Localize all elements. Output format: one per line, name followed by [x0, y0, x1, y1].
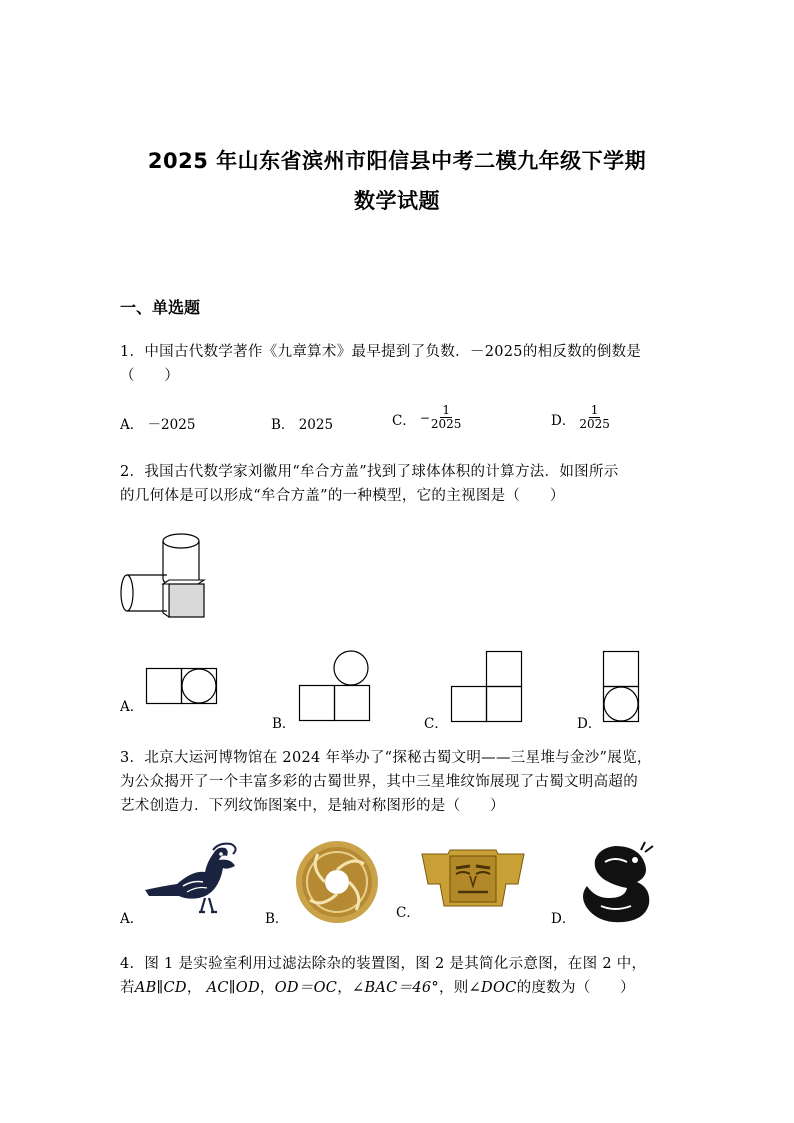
- condition-od-equals-oc: OD＝OC: [274, 980, 338, 996]
- condition-parallel-ab-cd: AB∥CD: [134, 980, 187, 996]
- page-title-line2: 数学试题: [354, 189, 440, 213]
- q3-option-b-sun-bird-pattern-image[interactable]: [292, 840, 384, 924]
- q3-option-a-bird-pattern-image[interactable]: [143, 840, 243, 918]
- separator: ，: [186, 980, 202, 996]
- q1-option-c-numerator: 1: [442, 403, 450, 417]
- question-2: [120, 460, 680, 508]
- q2-option-d-figure[interactable]: [603, 651, 640, 723]
- q1-option-d[interactable]: [551, 404, 610, 429]
- q1-option-b-text: 2025: [298, 417, 334, 433]
- q2-option-a-figure[interactable]: [146, 668, 218, 704]
- question-4-suffix: 的度数为（ ）: [516, 980, 635, 996]
- question-4-prefix: 若: [120, 980, 135, 996]
- q1-option-b-letter: B．: [271, 417, 295, 433]
- question-4-mid: ，则: [438, 980, 469, 996]
- q2-option-c-figure[interactable]: [451, 651, 523, 723]
- q2-option-d-letter[interactable]: D．: [577, 716, 602, 732]
- question-3-line3: 艺术创造力．下列纹饰图案中，是轴对称图形的是（ ）: [120, 798, 505, 814]
- q1-option-d-denominator: 2025: [579, 417, 610, 431]
- q3-option-c-bronze-mask-image[interactable]: [420, 850, 526, 910]
- q1-option-c-fraction: [431, 404, 462, 431]
- question-4-line2: [120, 976, 680, 1000]
- q1-option-c[interactable]: [392, 404, 461, 429]
- q1-option-d-letter: D．: [551, 413, 576, 429]
- question-2-line2: 的几何体是可以形成“牟合方盖”的一种模型，它的主视图是（ ）: [120, 488, 565, 504]
- question-3-line1: 3．北京大运河博物馆在 2024 年举办了“探秘古蜀文明——三星堆与金沙”展览，: [120, 750, 652, 766]
- separator: ，: [337, 980, 352, 996]
- q3-option-a-letter[interactable]: A．: [120, 911, 144, 927]
- condition-angle-bac: ∠BAC＝46°: [352, 980, 439, 996]
- q1-option-a-text: －2025: [147, 417, 196, 433]
- question-3-line2: 为公众揭开了一个丰富多彩的古蜀世界，其中三星堆纹饰展现了古蜀文明高超的: [120, 774, 638, 790]
- question-2-line1: 2．我国古代数学家刘徽用“牟合方盖”找到了球体体积的计算方法．如图所示: [120, 464, 619, 480]
- q1-option-b[interactable]: [271, 413, 333, 433]
- page-title-line1: 2025 年山东省滨州市阳信县中考二模九年级下学期: [147, 149, 647, 173]
- q2-option-a-letter[interactable]: A．: [120, 699, 144, 715]
- q1-option-c-denominator: 2025: [430, 417, 462, 431]
- q1-option-c-sign: −: [419, 410, 430, 425]
- question-4-line1: 4．图 1 是实验室利用过滤法除杂的装置图，图 2 是其简化示意图，在图 2 中，: [120, 956, 647, 972]
- question-4: [120, 952, 680, 1000]
- question-1-line1: 1．中国古代数学著作《九章算术》最早提到了负数．－2025的相反数的倒数是: [120, 344, 642, 360]
- q2-option-b-figure[interactable]: [299, 650, 371, 722]
- q2-solid-figure: [118, 530, 213, 622]
- question-1-line2: （ ）: [120, 368, 180, 384]
- q2-option-c-letter[interactable]: C．: [424, 716, 448, 732]
- q3-option-b-letter[interactable]: B．: [265, 911, 289, 927]
- q1-option-d-numerator: 1: [590, 403, 599, 417]
- separator: ，: [259, 980, 275, 996]
- q1-option-c-letter: C．: [392, 413, 416, 429]
- q3-option-d-letter[interactable]: D．: [551, 911, 576, 927]
- q1-option-d-fraction: [579, 404, 610, 431]
- target-angle-doc: ∠DOC: [468, 980, 517, 996]
- section-heading: 一、单选题: [120, 298, 201, 317]
- question-3: [120, 746, 680, 818]
- q3-option-c-letter[interactable]: C．: [396, 905, 420, 921]
- condition-parallel-ac-od: AC∥OD: [206, 980, 260, 996]
- question-1: [120, 340, 680, 388]
- q3-option-d-dragon-pattern-image[interactable]: [575, 842, 655, 926]
- q1-option-a-letter: A．: [120, 417, 144, 433]
- q1-option-a[interactable]: [120, 413, 195, 433]
- q2-option-b-letter[interactable]: B．: [272, 716, 296, 732]
